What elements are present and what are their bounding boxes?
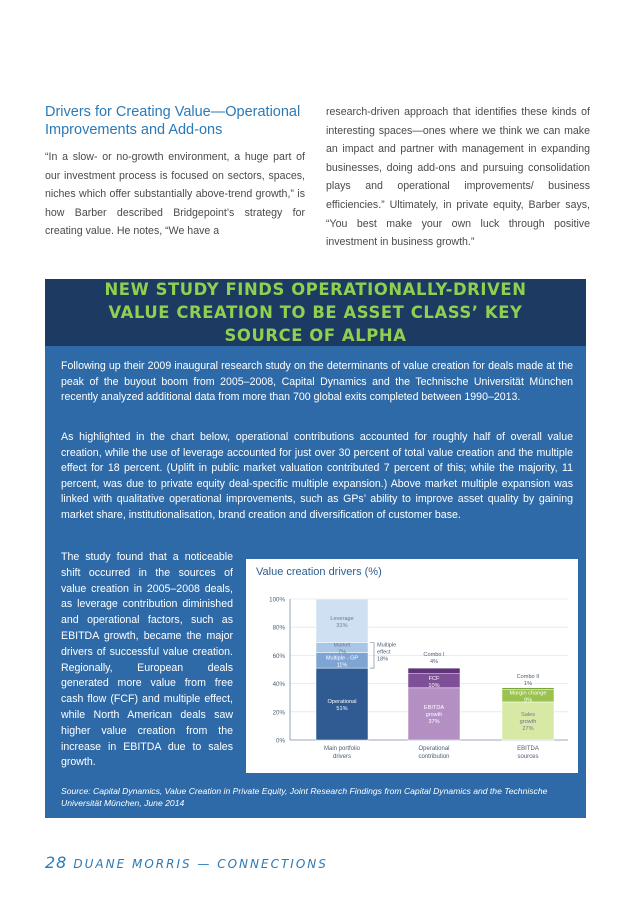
segment-value: 7% bbox=[337, 649, 347, 656]
sidebar-banner bbox=[45, 279, 586, 346]
x-tick-label: Main portfolio bbox=[323, 746, 361, 752]
segment-value: 37% bbox=[428, 718, 440, 725]
segment-value: 31% bbox=[336, 622, 348, 629]
bar-segment bbox=[408, 668, 460, 674]
x-tick-label: drivers bbox=[332, 754, 352, 760]
x-tick-label: Operational bbox=[418, 746, 450, 752]
segment-value: 11% bbox=[336, 662, 348, 669]
source-note: Source: Capital Dynamics, Value Creation in Private Equity, Joint Research Findings from Capital Dynamics and the Technische Universität München, June 2014 bbox=[61, 786, 548, 808]
chart-canvas bbox=[246, 559, 578, 773]
y-tick-label: 60% bbox=[272, 652, 285, 660]
x-tick-label: contribution bbox=[418, 754, 450, 760]
segment-label: Combo I bbox=[423, 652, 445, 659]
segment-value: 27% bbox=[522, 725, 534, 732]
segment-label: Combo II bbox=[516, 673, 540, 680]
page-footer bbox=[45, 853, 328, 872]
left-body-text: “In a slow- or no-growth environment, a huge part of our investment process is focused on sectors, spaces, niches which offer substantially above-trend growth,” is how Barber described Bridgepoint’s strategy for creating value. He notes, “We have a bbox=[45, 151, 305, 238]
sidebar-paragraph-3: The study found that a noticeable shift occurred in the sources of value creation in 2005–2008 deals, as leverage contribution diminished and operational factors, such as EBITDA growth, became the major drivers of successful value creation. Regionally, European deals generated more value from free cash flow (FCF) and multiple effect, while North American deals saw higher value creation from the increase in EBITDA due to sales growth. bbox=[61, 551, 233, 769]
segment-label: growth bbox=[425, 711, 443, 718]
y-tick-label: 80% bbox=[272, 624, 285, 632]
annotation-label: effect bbox=[377, 649, 391, 656]
y-tick-label: 0% bbox=[276, 737, 285, 745]
sidebar-paragraph-1: Following up their 2009 inaugural research study on the determinants of value creation for deals made at the peak of the buyout boom from 2005–2008, Capital Dynamics and the Technische Universität München recently analyzed additional data from more than 700 global exits completed between 1990–2013. bbox=[61, 360, 573, 404]
segment-label: Multiple - GP bbox=[325, 655, 359, 662]
annotation-label: Multiple bbox=[377, 642, 397, 649]
section-heading: Drivers for Creating Value—Operational Improvements and Add-ons bbox=[45, 104, 301, 138]
right-column bbox=[326, 103, 590, 252]
sidebar-paragraph-2: As highlighted in the chart below, operational contributions accounted for roughly half of overall value creation, while the use of leverage accounted for just over 30 percent of total value creation and the multiple effect for 18 percent. (Uplift in public market valuation contributed 7 percent of this; while the majority, 11 percent, was due to private equity deal-specific multiple expansion.) Above market multiple expansion was linked with qualitative operational improvements, such as GPs’ ability to improve asset quality by gaining market share, institutionalisation, brand creation and diversification of customer base. bbox=[61, 431, 573, 521]
segment-label: Market bbox=[333, 642, 351, 649]
sidebar-title: NEW STUDY FINDS OPERATIONALLY-DRIVEN VALUE CREATION TO BE ASSET CLASS’ KEY SOURCE OF ALPHA bbox=[104, 280, 527, 345]
left-column bbox=[45, 103, 305, 241]
segment-label: EBITDA bbox=[423, 704, 445, 711]
chart-title: Value creation drivers (%) bbox=[256, 566, 382, 578]
bar-segment bbox=[502, 688, 554, 689]
y-tick-label: 20% bbox=[272, 709, 285, 717]
segment-value: 10% bbox=[428, 682, 440, 689]
value-creation-chart bbox=[246, 559, 578, 773]
x-tick-label: sources bbox=[517, 754, 539, 760]
annotation-value: 18% bbox=[377, 656, 389, 663]
segment-label: growth bbox=[519, 718, 537, 725]
y-tick-label: 40% bbox=[272, 681, 285, 689]
segment-label: Leverage bbox=[330, 615, 354, 622]
x-tick-label: EBITDA bbox=[517, 746, 539, 752]
segment-value: 51% bbox=[336, 706, 348, 713]
segment-label: Margin change bbox=[509, 690, 547, 697]
y-tick-label: 100% bbox=[269, 596, 285, 604]
page-number: 28 bbox=[45, 853, 68, 872]
segment-value: 1% bbox=[523, 680, 533, 687]
right-body-text: research-driven approach that identifies these kinds of interesting spaces—ones where we think we can make an impact and partner with management in expanding businesses, doing add-ons and pursuing consolidation plays and operational improvements/ business efficiencies.” Ultimately, in private equity, Barber says, “You best make your own luck through positive investment in business growth.” bbox=[326, 106, 590, 249]
publication-name: DUANE MORRIS — CONNECTIONS bbox=[73, 857, 328, 871]
segment-label: Sales bbox=[521, 711, 535, 718]
segment-label: Operational bbox=[327, 699, 357, 706]
segment-label: FCF bbox=[428, 675, 440, 682]
sidebar-box bbox=[45, 346, 586, 818]
segment-value: 9% bbox=[523, 697, 533, 704]
segment-value: 4% bbox=[429, 659, 439, 666]
